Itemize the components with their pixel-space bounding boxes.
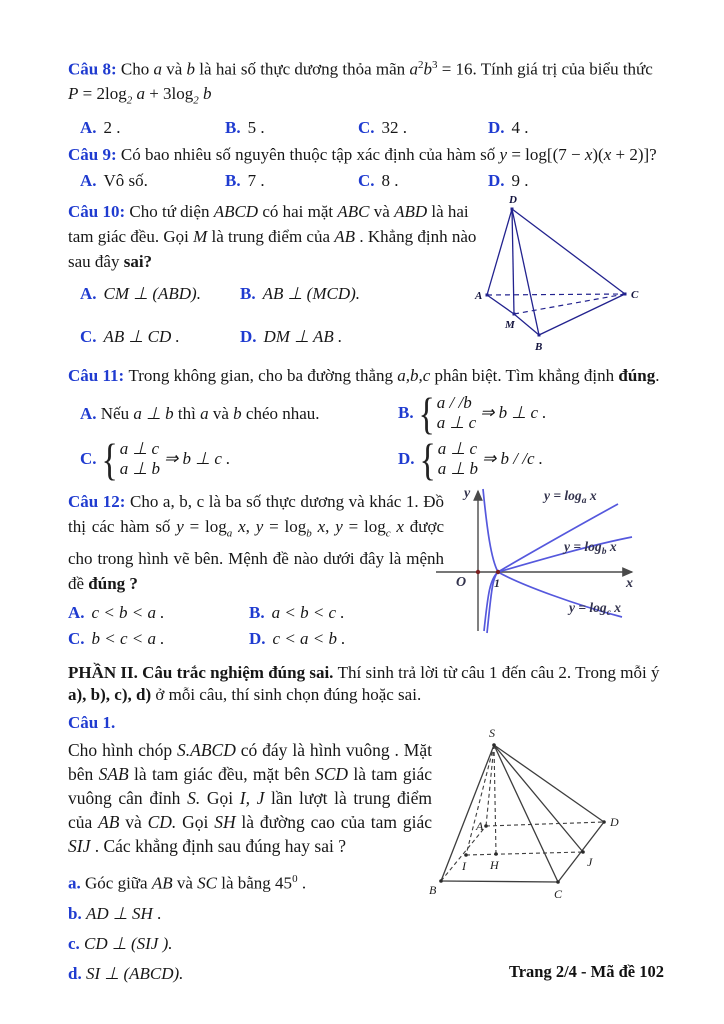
question-8 [68, 54, 700, 139]
option-a: A. CM ⊥ (ABD). [80, 284, 201, 304]
option-b: B. a < b < c . [249, 603, 345, 623]
part2-header: PHẦN II. Câu trắc nghiệm đúng sai. Thí sinh trả lời từ câu 1 đến câu 2. Trong mỗi ý a), b), c), d) ở mỗi câu, thí sinh chọn đúng hoặc sai. [68, 663, 660, 705]
item-b: b. AD ⊥ SH . [68, 904, 162, 924]
vertex-label-m: M [505, 319, 515, 332]
question-8-options [68, 116, 700, 139]
vertex-label-j: J [587, 855, 593, 870]
label-log-a: $y = \log_a x$ [544, 488, 597, 507]
option-c: C. AB ⊥ CD . [80, 327, 180, 347]
point-one-dot [496, 570, 500, 574]
log-graph-figure [426, 481, 678, 648]
question-12-text: Câu 12: Cho a, b, c là ba số thực dương và khác 1. Đồ thị các hàm số $y = \log_a x$, $y = \log_b x$, $y = \log_c x$ được cho trong hình vẽ bên. Mệnh đề nào dưới đây là mệnh đề đúng ? [68, 492, 445, 594]
label-log-b: $y = \log_b x$ [564, 539, 617, 558]
option-a: A. Nếu a ⊥ b thì a và b chéo nhau. [80, 403, 320, 423]
origin-label: O [456, 575, 467, 591]
question-12 [68, 486, 700, 652]
option-d: D. 4 . [488, 118, 529, 138]
part2-question-1 [68, 726, 700, 989]
x-axis-label: x [626, 576, 633, 592]
left-brace: { [418, 387, 435, 439]
origin-dot [476, 570, 480, 574]
pyramid-figure [424, 724, 624, 914]
option-d: D. c < a < b . [249, 629, 346, 649]
tetra-vertex-labels [474, 194, 639, 353]
label-log-c: $y = \log_c x$ [569, 600, 622, 619]
option-d: D. 9 . [488, 171, 529, 191]
option-d: D. DM ⊥ AB . [240, 327, 343, 347]
question-11 [68, 364, 700, 485]
item-c: c. CD ⊥ (SIJ ). [68, 934, 173, 954]
pyramid-vertex-labels [429, 726, 619, 901]
question-10-text: Câu 10: Cho tứ diện ABCD có hai mặt ABC và ABD là hai tam giác đều. Gọi M là trung điểm của AB . Khẳng định nào sau đây sai? [68, 202, 477, 272]
left-brace: { [100, 433, 118, 485]
question-10-options [68, 282, 500, 348]
vertex-label-a: A [475, 290, 483, 303]
vertex-label-d: D [610, 815, 619, 830]
option-b: B. 7 . [225, 171, 265, 191]
tetrahedron-figure [472, 193, 667, 360]
option-d: D. { a ⊥ c a ⊥ b ⇒ b / /c . [398, 433, 544, 485]
question-11-text: Câu 11: Trong không gian, cho ba đường thẳng a,b,c phân biệt. Tìm khẳng định đúng. [68, 366, 660, 386]
one-label: 1 [494, 576, 500, 591]
question-11-options [68, 387, 700, 485]
item-d: d. SI ⊥ (ABCD). [68, 964, 184, 984]
question-8-formula: $P = 2\log_2$ $a + 3\log_2$ b [68, 83, 212, 107]
vertex-label-a: A [476, 819, 484, 834]
question-10 [68, 194, 700, 354]
vertex-label-b: B [535, 341, 543, 354]
option-c: C. 32 . [358, 118, 408, 138]
option-a: A. 2 . [80, 118, 121, 138]
option-b: B. 5 . [225, 118, 265, 138]
y-axis-label: y [464, 486, 471, 502]
question-9-text: Câu 9: Có bao nhiêu số nguyên thuộc tập xác định của hàm số y = log[(7 − x)(x + 2)]? [68, 145, 657, 165]
vertex-label-c: C [554, 887, 563, 902]
question-9-options [68, 169, 700, 192]
question-9 [68, 143, 700, 192]
option-a: A. Vô số. [80, 171, 148, 191]
vertex-label-i: I [462, 859, 466, 874]
question-8-text: Câu 8: Cho a và b là hai số thực dương thỏa mãn $a^2b^3 = 16$. Tính giá trị của biểu thức [68, 59, 653, 79]
part2-question-1-label: Câu 1. [68, 713, 116, 733]
vertex-label-s: S [489, 726, 495, 741]
vertex-label-b: B [429, 883, 437, 898]
option-c: C. b < c < a . [68, 629, 165, 649]
vertex-label-c: C [631, 289, 639, 302]
option-c: C. { a ⊥ c a ⊥ b ⇒ b ⊥ c . [80, 433, 231, 485]
page-footer: Trang 2/4 - Mã đề 102 [508, 962, 664, 981]
option-c: C. 8 . [358, 171, 399, 191]
tetra-solid-edges [487, 209, 625, 335]
vertex-label-d: D [509, 194, 517, 207]
option-a: A. c < b < a . [68, 603, 165, 623]
vertex-label-h: H [490, 858, 499, 873]
option-b: B. { a / /b a ⊥ c ⇒ b ⊥ c . [398, 387, 547, 439]
item-a: a. Góc giữa AB và SC là bằng $45^0$ . [68, 873, 307, 894]
part2-question-1-text: Cho hình chóp S.ABCD có đáy là hình vuông . Mặt bên SAB là tam giác đều, mặt bên SCD là tam giác vuông cân đỉnh S. Gọi I, J lần lượt là trung điểm của AB và CD. Gọi SH là đường cao của tam giác SIJ . Các khẳng định sau đúng hay sai ? [68, 740, 432, 857]
option-b: B. AB ⊥ (MCD). [240, 284, 361, 304]
left-brace: { [418, 433, 436, 485]
